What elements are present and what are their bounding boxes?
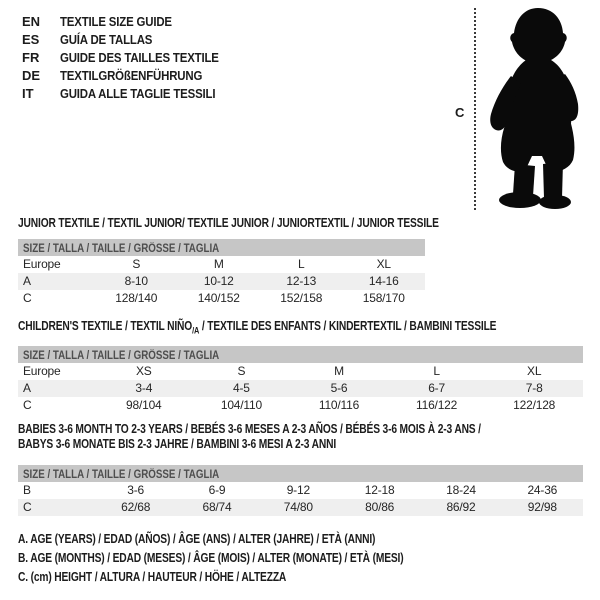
language-title: TEXTILGRÖßENFÜHRUNG xyxy=(60,68,203,83)
size-cell: L xyxy=(433,364,440,378)
babies-section-title xyxy=(18,422,481,452)
children-title-subscript: /A xyxy=(192,325,200,336)
size-cell: 3-6 xyxy=(127,483,145,497)
size-cell: S xyxy=(132,257,141,271)
language-row-fr xyxy=(22,49,240,67)
size-header-label: SIZE / TALLA / TAILLE / GRÖSSE / TAGLIA xyxy=(23,350,220,362)
size-cell: 4-5 xyxy=(233,381,250,395)
junior-section-title: JUNIOR TEXTILE / TEXTIL JUNIOR/ TEXTILE JUNIOR / JUNIORTEXTIL / JUNIOR TESSILE xyxy=(18,216,439,230)
size-cell: 12-18 xyxy=(364,483,395,497)
size-header-label: SIZE / TALLA / TAILLE / GRÖSSE / TAGLIA xyxy=(23,243,220,255)
size-cell: 24-36 xyxy=(527,483,558,497)
size-cell: M xyxy=(334,364,344,378)
size-cell: 8-10 xyxy=(124,274,148,288)
language-code: FR xyxy=(22,50,40,65)
size-cell: 7-8 xyxy=(525,381,543,395)
row-label-cell: Europe xyxy=(23,257,61,271)
table-row xyxy=(18,482,583,499)
size-cell: 152/158 xyxy=(280,291,323,305)
size-cell: 98/104 xyxy=(126,398,162,412)
size-cell: 6-7 xyxy=(428,381,445,395)
table-row xyxy=(18,499,583,516)
size-cell: L xyxy=(298,257,305,271)
size-cell: 92/98 xyxy=(527,500,557,514)
size-cell: 104/110 xyxy=(220,398,262,412)
table-row xyxy=(18,397,583,414)
language-code: ES xyxy=(22,32,40,47)
size-header-bar xyxy=(18,239,425,256)
row-label-cell: C xyxy=(23,291,32,305)
size-cell: 62/68 xyxy=(121,500,151,514)
children-title-prefix: CHILDREN'S TEXTILE / TEXTIL NIÑO xyxy=(18,319,193,333)
size-cell: S xyxy=(237,364,246,378)
language-row-en xyxy=(22,13,240,31)
language-code: EN xyxy=(22,14,41,29)
table-row xyxy=(18,363,583,380)
size-cell: 14-16 xyxy=(368,274,399,288)
language-title: GUÍA DE TALLAS xyxy=(60,32,153,47)
language-list xyxy=(22,13,240,103)
size-cell: 110/116 xyxy=(318,398,360,412)
size-header-bar xyxy=(18,465,583,482)
language-row-it xyxy=(22,85,240,103)
size-cell: 12-13 xyxy=(286,274,317,288)
size-cell: 68/74 xyxy=(202,500,232,514)
children-section-title xyxy=(18,319,496,339)
children-title-suffix: / TEXTILE DES ENFANTS / KINDERTEXTIL / BAMBINI TESSILE xyxy=(199,319,497,333)
size-cell: 122/128 xyxy=(513,398,556,412)
legend-line-b: B. AGE (MONTHS) / EDAD (MESES) / ÂGE (MOIS) / ALTER (MONATE) / ETÀ (MESI) xyxy=(18,551,404,565)
babies-title-line2: BABYS 3-6 MONATE BIS 2-3 JAHRE / BAMBINI 3-6 MESI A 2-3 ANNI xyxy=(18,437,337,451)
row-label-cell: A xyxy=(23,274,31,288)
size-cell: 6-9 xyxy=(208,483,226,497)
size-header-bar xyxy=(18,346,583,363)
row-label-cell: C xyxy=(23,398,32,412)
size-cell: XL xyxy=(376,257,391,271)
size-cell: XS xyxy=(135,364,152,378)
language-title: TEXTILE SIZE GUIDE xyxy=(60,14,172,29)
language-title: GUIDA ALLE TAGLIE TESSILI xyxy=(60,86,216,101)
size-cell: 140/152 xyxy=(197,291,240,305)
table-row xyxy=(18,273,425,290)
children-size-table xyxy=(18,346,583,414)
size-cell: 9-12 xyxy=(286,483,310,497)
junior-size-table xyxy=(18,239,425,307)
height-measure-dotted-line xyxy=(474,8,476,210)
size-cell: 158/170 xyxy=(362,291,405,305)
size-cell: 3-4 xyxy=(135,381,153,395)
legend xyxy=(18,530,488,587)
babies-size-table xyxy=(18,465,583,516)
legend-line-c: C. (cm) HEIGHT / ALTURA / HAUTEUR / HÖHE / ALTEZZA xyxy=(18,570,287,584)
language-row-es xyxy=(22,31,240,49)
size-cell: XL xyxy=(527,364,542,378)
table-row xyxy=(18,380,583,397)
table-row xyxy=(18,256,425,273)
size-cell: 74/80 xyxy=(283,500,313,514)
size-cell: 18-24 xyxy=(446,483,476,497)
row-label-cell: C xyxy=(23,500,32,514)
size-cell: 86/92 xyxy=(446,500,476,514)
language-code: DE xyxy=(22,68,41,83)
row-label-cell: A xyxy=(23,381,31,395)
language-code: IT xyxy=(22,86,34,101)
size-cell: 128/140 xyxy=(115,291,158,305)
size-cell: M xyxy=(213,257,224,271)
table-row xyxy=(18,290,425,307)
language-row-de xyxy=(22,67,240,85)
babies-title-line1: BABIES 3-6 MONTH TO 2-3 YEARS / BEBÉS 3-6 MESES A 2-3 AÑOS / BÉBÉS 3-6 MOIS À 2-3 ANS / xyxy=(18,422,481,436)
row-label-cell: B xyxy=(23,483,31,497)
height-label: C xyxy=(455,105,465,120)
size-cell: 5-6 xyxy=(330,381,348,395)
size-header-label: SIZE / TALLA / TAILLE / GRÖSSE / TAGLIA xyxy=(23,469,220,481)
language-title: GUIDE DES TAILLES TEXTILE xyxy=(60,50,219,65)
legend-line-a: A. AGE (YEARS) / EDAD (AÑOS) / ÂGE (ANS) / ALTER (JAHRE) / ETÀ (ANNI) xyxy=(18,532,376,546)
size-cell: 80/86 xyxy=(365,500,395,514)
baby-silhouette-icon xyxy=(483,6,593,212)
size-cell: 10-12 xyxy=(203,274,234,288)
size-cell: 116/122 xyxy=(416,398,458,412)
row-label-cell: Europe xyxy=(23,364,61,378)
